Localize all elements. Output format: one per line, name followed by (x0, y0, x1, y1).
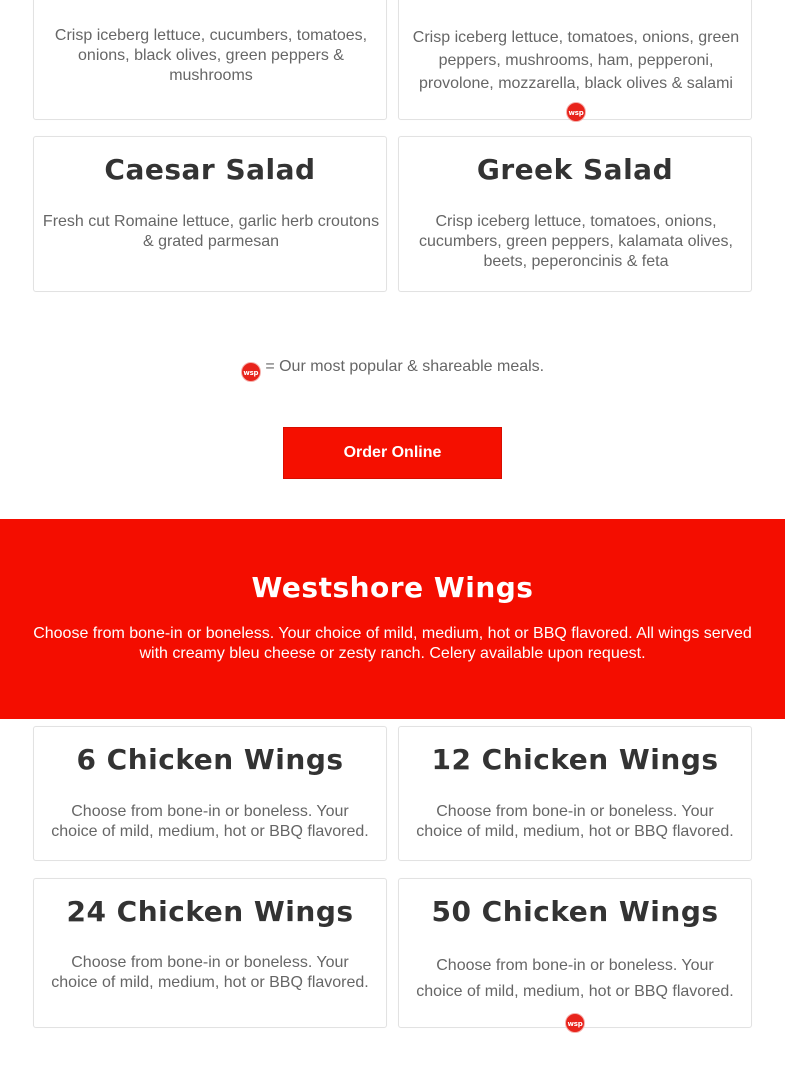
wings-card (398, 726, 752, 861)
salad-card-desc-text: Crisp iceberg lettuce, tomatoes, onions, green peppers, mushrooms, ham, pepperoni, provolone, mozzarella, black olives & salami (412, 29, 740, 92)
legend-text: = Our most popular & shareable meals. (265, 358, 545, 375)
section-title: Westshore Wings (251, 571, 534, 604)
wings-card-desc (407, 953, 743, 1033)
salad-card-desc: Crisp iceberg lettuce, tomatoes, onions, cucumbers, green peppers, kalamata olives, beets, peperoncinis & feta (419, 213, 733, 270)
wings-card (33, 878, 387, 1028)
wings-card (398, 878, 752, 1028)
wings-card-title: 24 Chicken Wings (66, 895, 354, 928)
salad-card-title: Caesar Salad (104, 153, 316, 186)
wsp-badge-icon: wsp (241, 362, 261, 382)
wings-card-desc: Choose from bone-in or boneless. Your choice of mild, medium, hot or BBQ flavored. (416, 803, 734, 840)
salad-card (33, 136, 387, 292)
wings-card-title: 12 Chicken Wings (431, 743, 719, 776)
salad-card-desc: Fresh cut Romaine lettuce, garlic herb croutons & grated parmesan (42, 213, 380, 250)
salad-card-desc: Crisp iceberg lettuce, cucumbers, tomatoes, onions, black olives, green peppers & mushrooms (54, 27, 368, 84)
wings-card-desc: Choose from bone-in or boneless. Your choice of mild, medium, hot or BBQ flavored. (51, 803, 369, 840)
wsp-badge-icon: wsp (565, 1013, 585, 1033)
section-desc: Choose from bone-in or boneless. Your choice of mild, medium, hot or BBQ flavored. All wings served with creamy bleu cheese or zesty ranch. Celery available upon request. (33, 625, 752, 662)
salad-card-desc (401, 26, 751, 122)
salad-card (398, 136, 752, 292)
salad-card (33, 0, 387, 120)
wings-card-title: 6 Chicken Wings (76, 743, 344, 776)
salad-card (398, 0, 752, 120)
wings-section-header (0, 519, 785, 719)
salad-card-title: Greek Salad (476, 153, 674, 186)
wings-card (33, 726, 387, 861)
wings-card-desc-text: Choose from bone-in or boneless. Your choice of mild, medium, hot or BBQ flavored. (416, 957, 734, 1000)
wings-card-desc: Choose from bone-in or boneless. Your choice of mild, medium, hot or BBQ flavored. (51, 954, 369, 991)
popular-legend (0, 358, 785, 382)
order-online-button[interactable]: Order Online (283, 427, 502, 479)
wings-card-title: 50 Chicken Wings (431, 895, 719, 928)
wsp-badge-icon: wsp (566, 102, 586, 122)
